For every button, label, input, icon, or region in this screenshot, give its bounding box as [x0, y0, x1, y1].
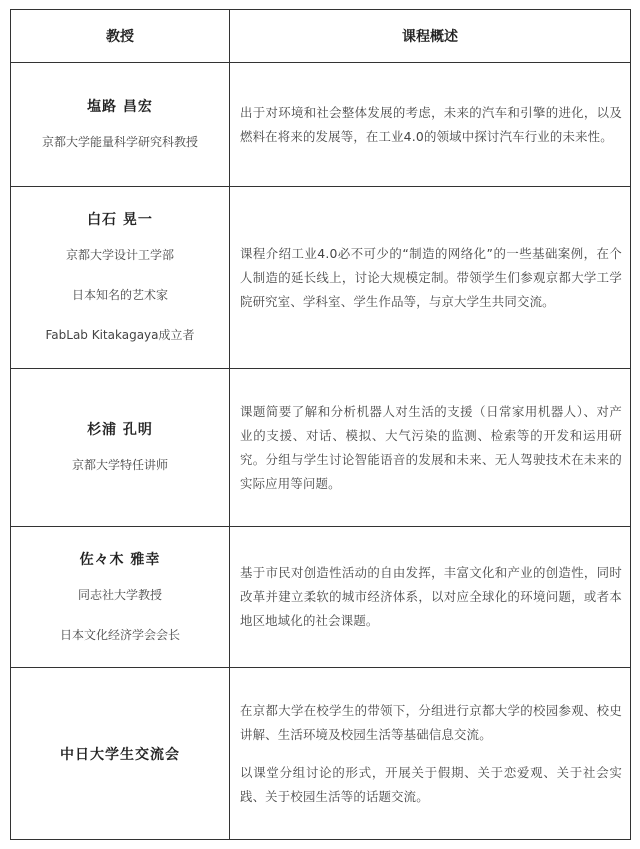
professor-name: 塩路 昌宏 [87, 99, 153, 115]
course-description: 课题简要了解和分析机器人对生活的支援（日常家用机器人）、对产业的支援、对话、模拟、大气污染的监测、检索等的开发和运用研究。分组与学生讨论智能语音的发展和未来、无人驾驶技术在未来的实际应用等问题。 [240, 403, 622, 491]
professor-title: 京都大学能量科学研究科教授 [41, 135, 198, 149]
course-description: 在京都大学在校学生的带领下，分组进行京都大学的校园参观、校史讲解、生活环境及校园生活等基础信息交流。 [240, 702, 622, 742]
professor-cell [11, 63, 230, 187]
professor-title: 日本知名的艺术家 [71, 288, 168, 302]
professor-cell [11, 668, 230, 840]
description-cell [230, 187, 631, 369]
table-row [11, 369, 631, 527]
professor-title: FabLab Kitakagaya成立者 [45, 328, 195, 342]
professor-title: 京都大学特任讲师 [71, 458, 168, 472]
professor-title: 日本文化经济学会会长 [59, 627, 180, 642]
professor-title: 京都大学设计工学部 [65, 248, 174, 262]
professor-name: 白石 晃一 [87, 212, 153, 228]
professor-name: 佐々木 雅幸 [79, 551, 161, 568]
professor-cell [11, 187, 230, 369]
table-row [11, 668, 631, 840]
description-cell [230, 668, 631, 840]
professor-cell [11, 369, 230, 527]
table-header-row [11, 10, 631, 63]
professor-name: 中日大学生交流会 [60, 746, 180, 763]
description-cell [230, 369, 631, 527]
description-cell [230, 63, 631, 187]
header-professor: 教授 [11, 10, 230, 63]
table-row [11, 187, 631, 369]
description-cell [230, 527, 631, 668]
course-description: 以课堂分组讨论的形式，开展关于假期、关于恋爱观、关于社会实践、关于校园生活等的话题交流。 [240, 764, 622, 804]
professor-name: 杉浦 孔明 [87, 422, 153, 438]
course-description: 出于对环境和社会整体发展的考虑，未来的汽车和引擎的进化，以及燃料在将来的发展等，在工业4.0的领域中探讨汽车行业的未来性。 [240, 104, 622, 144]
professor-title: 同志社大学教授 [77, 587, 162, 602]
course-table [10, 9, 631, 840]
table-row [11, 527, 631, 668]
course-description: 课程介绍工业4.0必不可少的“制造的网络化”的一些基础案例，在个人制造的延长线上，讨论大规模定制。带领学生们参观京都大学工学院研究室、学科室、学生作品等，与京大学生共同交流。 [240, 245, 622, 309]
course-description: 基于市民对创造性活动的自由发挥，丰富文化和产业的创造性，同时改革并建立柔软的城市经济体系，以对应全球化的环境问题，或者本地区地域化的社会课题。 [240, 565, 622, 628]
professor-cell [11, 527, 230, 668]
header-overview: 课程概述 [230, 10, 631, 63]
table-row [11, 63, 631, 187]
